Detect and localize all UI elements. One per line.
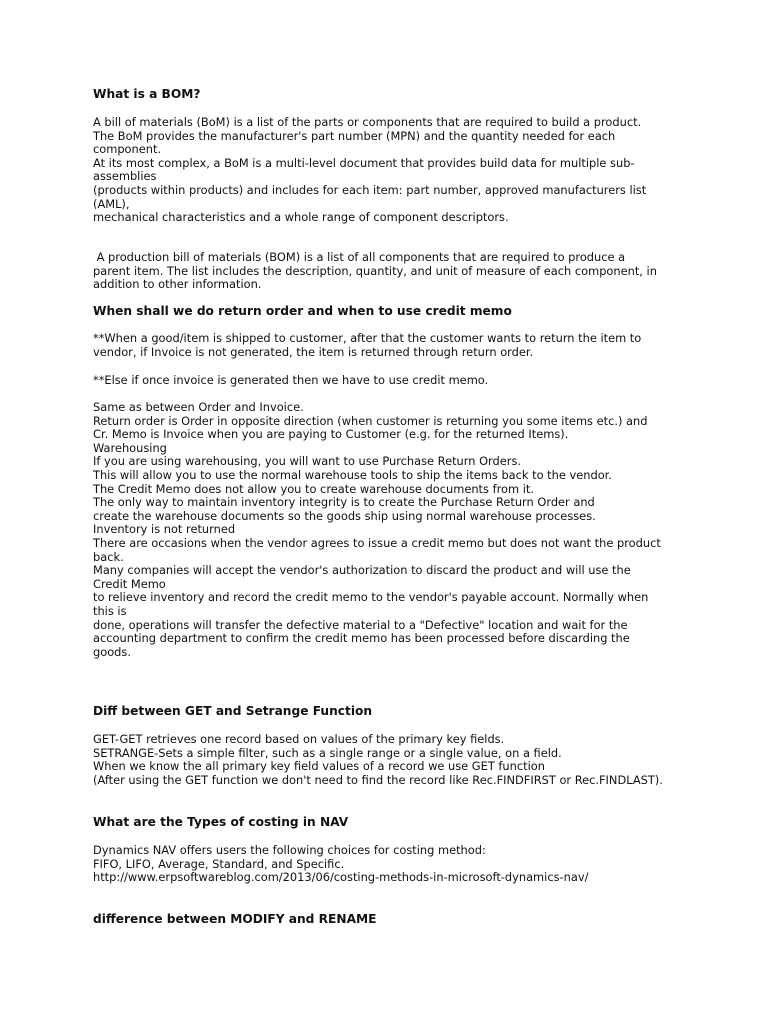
text-line: FIFO, LIFO, Average, Standard, and Specific. [93,856,345,871]
text-line: done, operations will transfer the defective material to a "Defective" location and wait for the [93,617,628,632]
text-line: **Else if once invoice is generated then we have to use credit memo. [93,373,489,387]
heading-modify-vs-rename: difference between MODIFY and RENAME [93,912,377,926]
paragraph-return-order [93,332,693,359]
paragraph-warehousing [93,401,693,659]
text-line: There are occasions when the vendor agrees to issue a credit memo but does not want the product [93,535,661,550]
text-line: accounting department to confirm the credit memo has been processed before discarding the [93,631,630,646]
text-line: addition to other information. [93,277,262,292]
text-line: (After using the GET function we don't need to find the record like Rec.FINDFIRST or Rec.FINDLAST). [93,772,663,787]
text-line: Warehousing [93,440,167,455]
heading-costing-types: What are the Types of costing in NAV [93,815,349,829]
text-line: Same as between Order and Invoice. [93,400,304,414]
text-line: Inventory is not returned [93,522,236,537]
text-line: Credit Memo [93,576,166,591]
paragraph-production-bom [93,251,693,292]
text-line: SETRANGE-Sets a simple filter, such as a single range or a single value, on a field. [93,745,562,760]
text-line: If you are using warehousing, you will want to use Purchase Return Orders. [93,454,522,469]
text-line: Cr. Memo is Invoice when you are paying to Customer (e.g. for the returned Items). [93,427,569,442]
text-line: At its most complex, a BoM is a multi-level document that provides build data for multiple sub- [93,155,635,170]
text-line: this is [93,603,127,618]
paragraph-costing-methods [93,844,693,885]
paragraph-bom-definition [93,116,693,225]
costing-methods-link[interactable]: http://www.erpsoftwareblog.com/2013/06/costing-methods-in-microsoft-dynamics-nav/ [93,870,589,885]
text-line: back. [93,549,124,564]
heading-return-order-credit-memo: When shall we do return order and when to use credit memo [93,304,512,318]
text-line: component. [93,142,162,157]
text-line: mechanical characteristics and a whole range of component descriptors. [93,210,509,225]
text-line: The BoM provides the manufacturer's part number (MPN) and the quantity needed for each [93,128,616,143]
text-line: A bill of materials (BoM) is a list of the parts or components that are required to build a product. [93,115,642,129]
text-line: Dynamics NAV offers users the following choices for costing method: [93,843,486,857]
text-line: The Credit Memo does not allow you to create warehouse documents from it. [93,481,534,496]
text-line: A production bill of materials (BOM) is a list of all components that are required to produce a [93,250,626,264]
paragraph-credit-memo [93,374,693,388]
text-line: **When a good/item is shipped to customer, after that the customer wants to return the item to [93,331,642,345]
text-line: create the warehouse documents so the goods ship using normal warehouse processes. [93,508,596,523]
text-line: vendor, if Invoice is not generated, the item is returned through return order. [93,344,534,359]
text-line: to relieve inventory and record the credit memo to the vendor's payable account. Normally when [93,590,649,605]
text-line: When we know the all primary key field values of a record we use GET function [93,759,545,774]
text-line: assemblies [93,169,157,184]
text-line: The only way to maintain inventory integrity is to create the Purchase Return Order and [93,495,595,510]
text-line: GET-GET retrieves one record based on values of the primary key fields. [93,732,505,746]
text-line: Return order is Order in opposite direction (when customer is returning you some items etc.) and [93,413,648,428]
text-line: (products within products) and includes for each item: part number, approved manufacturers list [93,182,647,197]
text-line: goods. [93,644,131,659]
text-line: parent item. The list includes the description, quantity, and unit of measure of each component, in [93,263,657,278]
text-line: This will allow you to use the normal warehouse tools to ship the items back to the vendor. [93,467,612,482]
paragraph-get-setrange [93,733,693,787]
heading-what-is-bom: What is a BOM? [93,87,201,101]
text-line: (AML), [93,196,130,211]
text-line: Many companies will accept the vendor's authorization to discard the product and will use the [93,563,631,578]
heading-get-vs-setrange: Diff between GET and Setrange Function [93,704,373,718]
